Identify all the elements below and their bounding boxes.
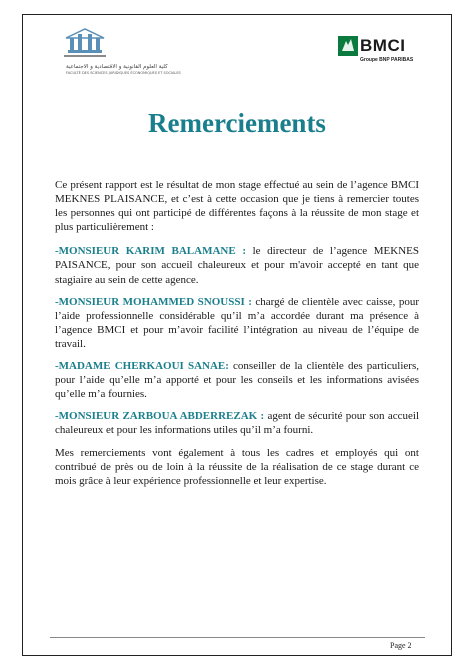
bmci-star-icon [338, 36, 358, 56]
intro-paragraph: Ce présent rapport est le résultat de mon stage effectué au sein de l’agence BMCI MEKNES PLAISANCE, et c’est à cette occasion que je tiens à remercier toutes les personnes qui ont participé de différentes façons à la réussite de mon stage et plus particulièrement : [55, 179, 419, 234]
bmci-subtitle: Groupe BNP PARIBAS [360, 57, 414, 63]
closing-paragraph: Mes remerciements vont également à tous les cadres et employés qui ont contribué de près ou de loin à la réussite de la réalisation de ce stage durant ce mois grâce à leur expérience professionnelle et leur expertise. [55, 446, 419, 487]
faculty-logo [60, 24, 186, 74]
page-number: Page 2 [390, 641, 412, 650]
acknowledgement-paragraph [55, 359, 419, 401]
acknowledged-person-name: -MONSIEUR ZARBOUA ABDERREZAK : [55, 410, 265, 423]
acknowledgement-text: conseiller de la clientèle des particuliers, pour l’aide qu’elle m’a apporté et pour les conseils et les informations avisées qu’elle m’a fournies. [55, 360, 419, 401]
acknowledgement-text: le directeur de l’agence MEKNES PAISANCE, pour son accueil chaleureux et pour m'avoir accepté en tant que stagiaire au sein de cette agence. [55, 245, 419, 286]
acknowledgement-paragraph [55, 409, 419, 437]
document-body [55, 178, 419, 496]
faculty-name-latin: FACULTÉ DES SCIENCES JURIDIQUES ÉCONOMIQUES ET SOCIALES [66, 71, 181, 75]
acknowledged-person-name: -MADAME CHERKAOUI SANAE: [55, 360, 229, 373]
bmci-logo [338, 36, 438, 68]
faculty-name-arabic: كلية العلوم القانونية و الاقتصادية و الاجتماعية [66, 64, 168, 70]
acknowledgement-paragraph [55, 295, 419, 351]
acknowledgement-text: agent de sécurité pour son accueil chaleureux et pour les informations utiles qu’il m’a fourni. [55, 410, 419, 437]
bmci-name: BMCI [360, 36, 406, 55]
acknowledged-person-name: -MONSIEUR MOHAMMED SNOUSSI : [55, 295, 252, 308]
page-title: Remerciements [148, 108, 326, 138]
acknowledgement-paragraph [55, 244, 419, 286]
faculty-emblem-icon [60, 28, 110, 68]
footer-divider [50, 637, 425, 638]
acknowledged-person-name: -MONSIEUR KARIM BALAMANE : [55, 245, 246, 258]
acknowledgement-text: chargé de clientèle avec caisse, pour l’aide professionnelle considérable qu’il m’a accordée durant ma présence à l’agence BMCI et pour m’avoir facilité l’intégration au niveau de l’équipe de travail. [55, 295, 419, 350]
